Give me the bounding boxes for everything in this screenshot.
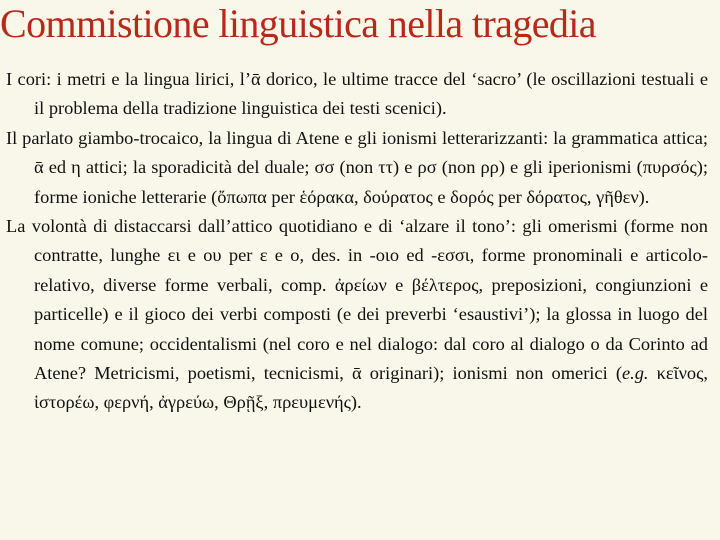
bullet-omerismi-text-after: κεῖνος, ἱστορέω, φερνή, ἀγρεύω, Θρῇξ, πρευμενής). [34, 363, 708, 413]
bullet-omerismi-text-before: La volontà di distaccarsi dall’attico quotidiano e di ‘alzare il tono’: gli omerismi (forme non contratte, lunghe ει e ου per ε e ο, des. in -οιο ed -εσσι, forme pronominali e articolo-relativo, diverse forme verbali, comp. ἀρείων e βέλτερος, preposizioni, congiunzioni e particelle) e il gioco dei verbi composti (e dei preverbi ‘esaustivi’); la glossa in luogo del nome comune; occidentalismi (nel coro e nel dialogo: dal coro al dialogo o da Corinto ad Atene? Metricismi, poetismi, tecnicismi, ᾱ originari); ionismi non omerici ( [6, 216, 708, 384]
bullet-cori-text: I cori: i metri e la lingua lirici, l’ᾱ dorico, le ultime tracce del ‘sacro’ (le oscillazioni testuali e il problema della tradizione linguistica dei testi scenici). [6, 69, 708, 119]
bullet-cori [6, 65, 708, 124]
slide-title: Commistione linguistica nella tragedia [0, 1, 596, 46]
bullet-omerismi [6, 212, 708, 418]
bullet-parlato-text: Il parlato giambo-trocaico, la lingua di Atene e gli ionismi letterarizzanti: la grammatica attica; ᾱ ed η attici; la sporadicità del duale; σσ (non ττ) e ρσ (non ρρ) e gli iperionismi (πυρσός); forme ioniche letterarie (ὄπωπα per ἑόρακα, δούρατος e δορός per δόρατος, γῆθεν). [6, 127, 708, 207]
bullet-list [6, 65, 708, 418]
bullet-omerismi-eg: e.g. [621, 363, 649, 384]
bullet-parlato [6, 124, 708, 212]
